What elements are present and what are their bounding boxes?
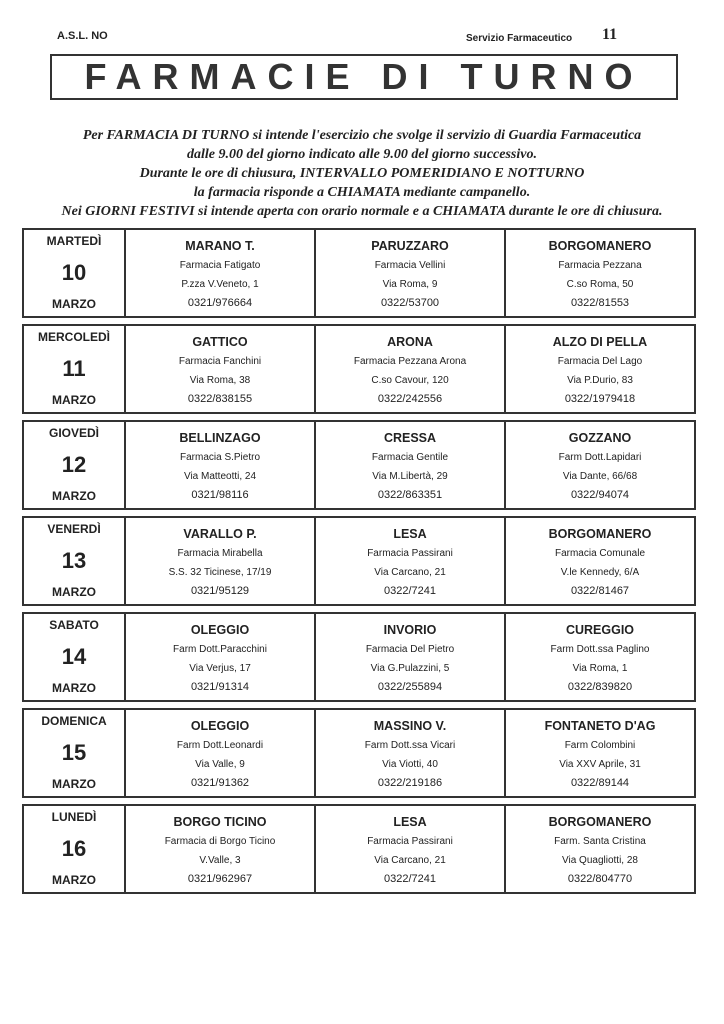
pharmacy-town: CUREGGIO <box>565 622 635 637</box>
pharmacy-address: V.le Kennedy, 6/A <box>560 566 640 578</box>
pharmacy-town: BORGO TICINO <box>173 814 267 829</box>
pharmacy-cell <box>126 614 316 700</box>
pharmacy-name: Farmacia Pezzana Arona <box>353 356 467 368</box>
month: MARZO <box>52 777 96 791</box>
intro-line: dalle 9.00 del giorno indicato alle 9.00 del giorno successivo. <box>187 147 537 162</box>
day-name: GIOVEDÌ <box>48 426 99 440</box>
pharmacy-name: Farm Dott.ssa Vicari <box>364 740 456 752</box>
asl-label: A.S.L. NO <box>57 30 108 42</box>
pharmacy-name: Farm Dott.Leonardi <box>176 740 264 752</box>
pharmacy-phone: 0322/863351 <box>377 489 443 502</box>
pharmacy-name: Farmacia Del Pietro <box>365 644 455 656</box>
pharmacy-address: Via Carcano, 21 <box>374 566 446 578</box>
month: MARZO <box>52 393 96 407</box>
month: MARZO <box>52 297 96 311</box>
pharmacy-town: BORGOMANERO <box>548 238 652 253</box>
pharmacy-town: LESA <box>393 814 427 829</box>
pharmacy-town: FONTANETO D'AG <box>544 718 656 733</box>
intro-line: Per FARMACIA DI TURNO si intende l'esercizio che svolge il servizio di Guardia Farmaceutica <box>82 128 642 143</box>
pharmacy-phone: 0322/7241 <box>384 873 436 886</box>
pharmacy-address: Via Carcano, 21 <box>374 854 446 866</box>
pharmacy-phone: 0321/91314 <box>190 681 250 694</box>
pharmacy-address: Via Quagliotti, 28 <box>562 854 638 866</box>
pharmacy-phone: 0322/53700 <box>380 297 440 310</box>
pharmacy-cell <box>316 422 506 508</box>
pharmacy-cell <box>126 518 316 604</box>
page-number: 11 <box>602 26 618 43</box>
day-number: 10 <box>61 259 87 285</box>
pharmacy-cell <box>316 710 506 796</box>
pharmacy-name: Farmacia Pezzana <box>558 260 642 272</box>
pharmacy-cell <box>506 518 694 604</box>
pharmacy-cell <box>316 326 506 412</box>
day-block <box>22 516 696 606</box>
pharmacy-phone: 0321/95129 <box>190 585 250 598</box>
pharmacy-town: ARONA <box>387 334 433 349</box>
page-title: FARMACIE DI TURNO <box>50 54 678 100</box>
pharmacy-name: Farmacia Del Lago <box>557 356 643 368</box>
day-cell <box>24 710 126 796</box>
pharmacy-address: C.so Cavour, 120 <box>371 374 449 386</box>
day-block <box>22 420 696 510</box>
pharmacy-phone: 0322/255894 <box>377 681 443 694</box>
pharmacy-name: Farmacia di Borgo Ticino <box>164 836 276 848</box>
pharmacy-name: Farmacia Fatigato <box>179 260 261 272</box>
pharmacy-town: GOZZANO <box>568 430 632 445</box>
pharmacy-address: Via Valle, 9 <box>195 758 245 770</box>
pharmacy-cell <box>126 710 316 796</box>
pharmacy-address: Via Roma, 9 <box>382 278 438 290</box>
pharmacy-town: INVORIO <box>383 622 437 637</box>
pharmacy-name: Farmacia Gentile <box>371 452 449 464</box>
pharmacy-phone: 0322/242556 <box>377 393 443 406</box>
pharmacy-address: Via Matteotti, 24 <box>183 470 257 482</box>
pharmacy-cell <box>126 806 316 892</box>
pharmacy-address: S.S. 32 Ticinese, 17/19 <box>168 566 272 578</box>
pharmacy-address: Via Viotti, 40 <box>382 758 438 770</box>
day-block <box>22 804 696 894</box>
month: MARZO <box>52 585 96 599</box>
pharmacy-phone: 0322/94074 <box>570 489 630 502</box>
pharmacy-address: Via Verjus, 17 <box>189 662 251 674</box>
pharmacy-town: CRESSA <box>383 430 437 445</box>
day-number: 16 <box>61 835 87 861</box>
day-cell <box>24 806 126 892</box>
day-block <box>22 324 696 414</box>
intro-line: Durante le ore di chiusura, INTERVALLO POMERIDIANO E NOTTURNO <box>139 166 585 181</box>
pharmacy-town: BORGOMANERO <box>548 526 652 541</box>
pharmacy-name: Farmacia Mirabella <box>177 548 263 560</box>
day-number: 12 <box>61 451 87 477</box>
pharmacy-address: Via G.Pulazzini, 5 <box>370 662 450 674</box>
day-number: 15 <box>61 739 87 765</box>
pharmacy-name: Farm Dott.ssa Paglino <box>550 644 650 656</box>
day-block <box>22 228 696 318</box>
pharmacy-address: Via Roma, 1 <box>572 662 628 674</box>
day-block <box>22 708 696 798</box>
pharmacy-phone: 0321/91362 <box>190 777 250 790</box>
day-name: DOMENICA <box>41 714 107 728</box>
pharmacy-town: LESA <box>393 526 427 541</box>
day-name: MERCOLEDÌ <box>38 330 110 344</box>
pharmacy-phone: 0322/1979418 <box>564 393 636 406</box>
month: MARZO <box>52 873 96 887</box>
pharmacy-cell <box>126 422 316 508</box>
pharmacy-address: Via Dante, 66/68 <box>562 470 638 482</box>
day-cell <box>24 614 126 700</box>
intro-line: la farmacia risponde a CHIAMATA mediante campanello. <box>193 185 531 200</box>
pharmacy-town: OLEGGIO <box>190 622 250 637</box>
pharmacy-cell <box>506 422 694 508</box>
pharmacy-phone: 0322/81467 <box>570 585 630 598</box>
pharmacy-cell <box>506 326 694 412</box>
pharmacy-name: Farmacia Passirani <box>367 548 453 560</box>
pharmacy-name: Farm Dott.Paracchini <box>173 644 267 656</box>
pharmacy-phone: 0322/804770 <box>567 873 633 886</box>
month: MARZO <box>52 681 96 695</box>
day-name: SABATO <box>49 618 99 632</box>
pharmacy-phone: 0322/839820 <box>567 681 633 694</box>
day-cell <box>24 422 126 508</box>
day-cell <box>24 518 126 604</box>
pharmacy-cell <box>316 230 506 316</box>
pharmacy-town: BORGOMANERO <box>548 814 652 829</box>
pharmacy-phone: 0322/219186 <box>377 777 443 790</box>
month: MARZO <box>52 489 96 503</box>
pharmacy-address: Via Roma, 38 <box>189 374 251 386</box>
pharmacy-cell <box>506 710 694 796</box>
pharmacy-phone: 0322/7241 <box>384 585 436 598</box>
pharmacy-address: V.Valle, 3 <box>199 854 241 866</box>
intro-line: Nei GIORNI FESTIVI si intende aperta con orario normale e a CHIAMATA durante le ore di chiusura. <box>61 204 663 219</box>
pharmacy-address: P.zza V.Veneto, 1 <box>181 278 259 290</box>
pharmacy-town: VARALLO P. <box>183 526 257 541</box>
pharmacy-town: MARANO T. <box>185 238 255 253</box>
day-cell <box>24 230 126 316</box>
day-number: 13 <box>61 547 87 573</box>
pharmacy-address: Via P.Durio, 83 <box>567 374 633 386</box>
day-block <box>22 612 696 702</box>
day-name: MARTEDÌ <box>46 234 102 248</box>
pharmacy-town: GATTICO <box>192 334 248 349</box>
pharmacy-address: C.so Roma, 50 <box>566 278 634 290</box>
pharmacy-cell <box>126 230 316 316</box>
pharmacy-town: BELLINZAGO <box>179 430 261 445</box>
pharmacy-name: Farmacia Vellini <box>374 260 446 272</box>
pharmacy-phone: 0322/81553 <box>570 297 630 310</box>
pharmacy-address: Via XXV Aprile, 31 <box>559 758 641 770</box>
pharmacy-cell <box>316 518 506 604</box>
pharmacy-name: Farmacia Passirani <box>367 836 453 848</box>
pharmacy-town: ALZO DI PELLA <box>552 334 648 349</box>
pharmacy-cell <box>126 326 316 412</box>
pharmacy-phone: 0321/962967 <box>187 873 253 886</box>
pharmacy-town: OLEGGIO <box>190 718 250 733</box>
pharmacy-name: Farmacia Fanchini <box>178 356 262 368</box>
pharmacy-address: Via M.Libertà, 29 <box>372 470 448 482</box>
day-name: VENERDÌ <box>47 522 101 536</box>
intro-text <box>20 126 704 221</box>
pharmacy-phone: 0322/89144 <box>570 777 630 790</box>
day-name: LUNEDÌ <box>51 810 97 824</box>
pharmacy-town: PARUZZARO <box>371 238 449 253</box>
pharmacy-cell <box>506 230 694 316</box>
pharmacy-name: Farmacia S.Pietro <box>179 452 261 464</box>
service-label: Servizio Farmaceutico <box>466 33 573 44</box>
pharmacy-name: Farmacia Comunale <box>554 548 646 560</box>
pharmacy-name: Farm. Santa Cristina <box>554 836 646 848</box>
pharmacy-phone: 0322/838155 <box>187 393 253 406</box>
pharmacy-cell <box>506 614 694 700</box>
day-number: 11 <box>62 355 86 381</box>
pharmacy-cell <box>316 614 506 700</box>
pharmacy-cell <box>316 806 506 892</box>
pharmacy-cell <box>506 806 694 892</box>
pharmacy-phone: 0321/98116 <box>191 489 249 502</box>
pharmacy-phone: 0321/976664 <box>187 297 253 310</box>
pharmacy-town: MASSINO V. <box>373 718 447 733</box>
pharmacy-name: Farm Colombini <box>564 740 636 752</box>
day-cell <box>24 326 126 412</box>
day-number: 14 <box>61 643 87 669</box>
pharmacy-name: Farm Dott.Lapidari <box>558 452 642 464</box>
